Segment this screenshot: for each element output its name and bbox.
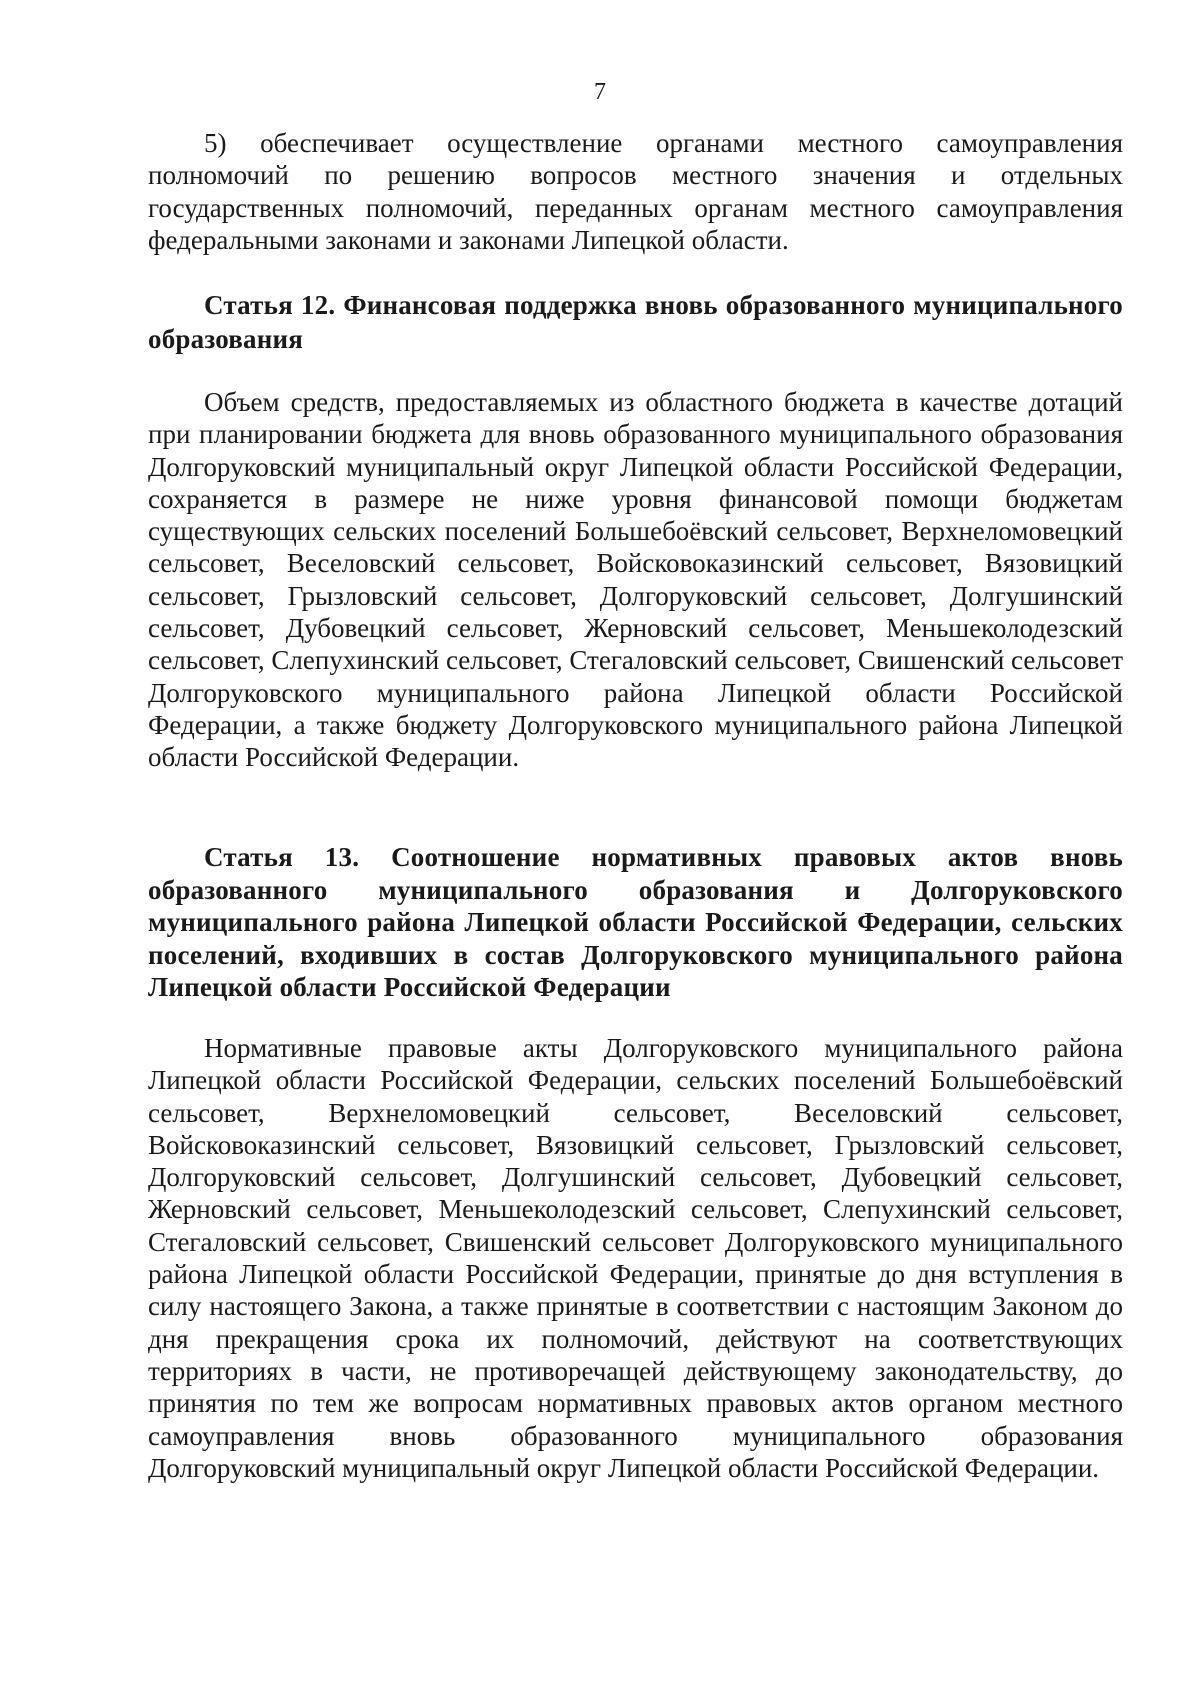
article-12-heading: Статья 12. Финансовая поддержка вновь образованного муниципального образования xyxy=(148,290,1123,354)
item-5-paragraph: 5) обеспечивает осуществление органами местного самоуправления полномочий по решению вопросов местного значения и отдельных государственных полномочий, переданных органам местного самоуправления федеральными законами и законами Липецкой области. xyxy=(148,128,1123,255)
article-13-body: Нормативные правовые акты Долгоруковского муниципального района Липецкой области Российской Федерации, сельских поселений Большебоёвский сельсовет, Верхнеломовецкий сельсовет, Веселовский сельсовет, Войсковоказинский сельсовет, Вязовицкий сельсовет, Грызловский сельсовет, Долгоруковский сельсовет, Долгушинский сельсовет, Дубовецкий сельсовет, Жерновский сельсовет, Меньшеколодезский сельсовет, Слепухинский сельсовет, Стегаловский сельсовет, Свишенский сельсовет Долгоруковского муниципального района Липецкой области Российской Федерации, принятые до дня вступления в силу настоящего Закона, а также принятые в соответствии с настоящим Законом до дня прекращения срока их полномочий, действуют на соответствующих территориях в части, не противоречащей действующему законодательству, до принятия по тем же вопросам нормативных правовых актов органом местного самоуправления вновь образованного муниципального образования Долгоруковский муниципальный округ Липецкой области Российской Федерации. xyxy=(148,1033,1123,1483)
page-number: 7 xyxy=(594,79,606,105)
article-13-heading: Статья 13. Соотношение нормативных правовых актов вновь образованного муниципального образования и Долгоруковского муниципального района Липецкой области Российской Федерации, сельских поселений, входивших в состав Долгоруковского муниципального района Липецкой области Российской Федерации xyxy=(148,842,1123,1002)
article-12-body: Объем средств, предоставляемых из областного бюджета в качестве дотаций при планировании бюджета для вновь образованного муниципального образования Долгоруковский муниципальный округ Липецкой области Российской Федерации, сохраняется в размере не ниже уровня финансовой помощи бюджетам существующих сельских поселений Большебоёвский сельсовет, Верхнеломовецкий сельсовет, Веселовский сельсовет, Войсковоказинский сельсовет, Вязовицкий сельсовет, Грызловский сельсовет, Долгоруковский сельсовет, Долгушинский сельсовет, Дубовецкий сельсовет, Жерновский сельсовет, Меньшеколодезский сельсовет, Слепухинский сельсовет, Стегаловский сельсовет, Свишенский сельсовет Долгоруковского муниципального района Липецкой области Российской Федерации, а также бюджету Долгоруковского муниципального района Липецкой области Российской Федерации. xyxy=(148,387,1123,773)
